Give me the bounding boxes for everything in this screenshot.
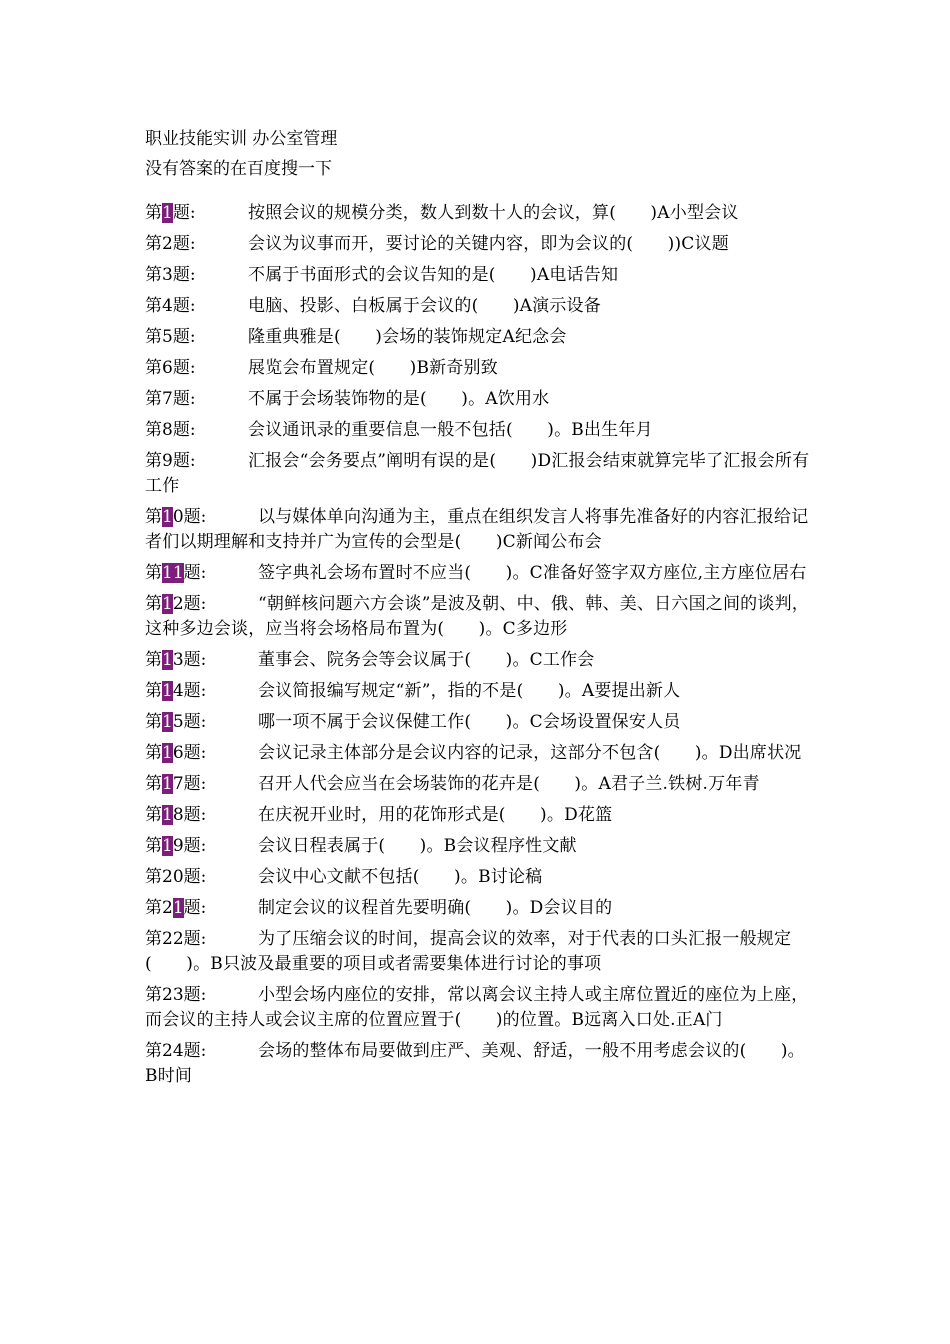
question-item	[145, 232, 810, 257]
question-number-suffix: 题:	[183, 563, 207, 583]
question-text: “朝鲜核问题六方会谈”是波及朝、中、俄、韩、美、日六国之间的谈判，这种多边会谈，应当将会场格局布置为( )。C多边形	[145, 594, 809, 639]
search-highlight: 1	[162, 203, 173, 223]
question-text: 签字典礼会场布置时不应当( )。C准备好签字双方座位,主方座位居右	[258, 563, 807, 583]
question-number-prefix: 第	[145, 563, 162, 583]
question-number	[145, 449, 248, 474]
question-text: 会议日程表属于( )。B会议程序性文献	[258, 836, 577, 856]
question-text: 会议中心文献不包括( )。B讨论稿	[258, 867, 543, 887]
question-item	[145, 325, 810, 350]
question-number	[145, 356, 248, 381]
question-number	[145, 834, 258, 859]
question-number-prefix: 第	[145, 681, 162, 701]
question-item	[145, 710, 810, 735]
question-number-suffix: 5题:	[172, 712, 207, 732]
question-number-prefix: 第	[145, 507, 162, 527]
question-number-suffix: 7题:	[172, 774, 207, 794]
question-number-prefix: 第	[145, 296, 162, 316]
question-number-suffix: 题:	[183, 898, 207, 918]
question-text: 汇报会“会务要点”阐明有误的是( )D汇报会结束就算完毕了汇报会所有工作	[145, 451, 810, 496]
question-number	[145, 232, 248, 257]
document-title: 职业技能实训 办公室管理	[145, 129, 338, 149]
question-text: 董事会、院务会等会议属于( )。C工作会	[258, 650, 595, 670]
question-number-prefix: 第	[145, 420, 162, 440]
question-number	[145, 896, 258, 921]
search-highlight: 11	[162, 563, 184, 583]
question-number-suffix: 22题:	[162, 929, 207, 949]
question-number-suffix: 2题:	[162, 234, 196, 254]
question-number-suffix: 8题:	[162, 420, 196, 440]
question-number-suffix: 6题:	[162, 358, 196, 378]
question-number-prefix: 第2	[145, 898, 173, 918]
question-number	[145, 927, 258, 952]
question-item	[145, 387, 810, 412]
question-number	[145, 741, 258, 766]
question-item	[145, 865, 810, 890]
question-item	[145, 927, 810, 977]
question-item	[145, 679, 810, 704]
question-number-suffix: 2题:	[172, 594, 207, 614]
search-highlight: 1	[162, 681, 173, 701]
question-text: 会议简报编写规定“新”，指的不是( )。A要提出新人	[258, 681, 681, 701]
question-number	[145, 772, 258, 797]
question-number	[145, 418, 248, 443]
question-item	[145, 983, 810, 1033]
question-text: 不属于会场装饰物的是( )。A饮用水	[248, 389, 550, 409]
question-item	[145, 741, 810, 766]
question-item	[145, 294, 810, 319]
question-number-prefix: 第	[145, 234, 162, 254]
question-number-prefix: 第	[145, 836, 162, 856]
question-number-suffix: 8题:	[172, 805, 207, 825]
question-text: 以与媒体单向沟通为主，重点在组织发言人将事先准备好的内容汇报给记者们以期理解和支持并广为宣传的会型是( )C新闻公布会	[145, 507, 809, 552]
question-number	[145, 201, 248, 226]
question-item	[145, 263, 810, 288]
question-number-suffix: 0题:	[172, 507, 207, 527]
question-number-suffix: 7题:	[162, 389, 196, 409]
question-item	[145, 834, 810, 859]
search-highlight: 1	[162, 712, 173, 732]
question-item	[145, 592, 810, 642]
question-number-prefix: 第	[145, 743, 162, 763]
question-number-suffix: 23题:	[162, 985, 207, 1005]
question-number	[145, 505, 258, 530]
question-number	[145, 294, 248, 319]
search-highlight: 1	[162, 594, 173, 614]
question-number-prefix: 第	[145, 929, 162, 949]
question-number-prefix: 第	[145, 327, 162, 347]
question-text: 会议为议事而开，要讨论的关键内容，即为会议的( ))C议题	[248, 234, 729, 254]
question-text: 电脑、投影、白板属于会议的( )A演示设备	[248, 296, 601, 316]
question-item	[145, 449, 810, 499]
question-text: 隆重典雅是( )会场的装饰规定A纪念会	[248, 327, 567, 347]
question-text: 制定会议的议程首先要明确( )。D会议目的	[258, 898, 613, 918]
question-text: 会议通讯录的重要信息一般不包括( )。B出生年月	[248, 420, 653, 440]
question-number-suffix: 20题:	[162, 867, 207, 887]
question-number-suffix: 4题:	[162, 296, 196, 316]
question-number-suffix: 4题:	[172, 681, 207, 701]
question-number-suffix: 9题:	[162, 451, 196, 471]
question-item	[145, 561, 810, 586]
question-number-prefix: 第	[145, 265, 162, 285]
question-number-suffix: 3题:	[162, 265, 196, 285]
question-number	[145, 1039, 258, 1064]
question-item	[145, 896, 810, 921]
question-item	[145, 201, 810, 226]
question-number-prefix: 第	[145, 867, 162, 887]
question-item	[145, 505, 810, 555]
spacer	[145, 184, 810, 201]
question-number-prefix: 第	[145, 451, 162, 471]
question-number	[145, 803, 258, 828]
question-number	[145, 263, 248, 288]
question-text: 展览会布置规定( )B新奇别致	[248, 358, 498, 378]
search-highlight: 1	[162, 805, 173, 825]
question-text: 在庆祝开业时，用的花饰形式是( )。D花篮	[258, 805, 613, 825]
question-number	[145, 648, 258, 673]
question-text: 召开人代会应当在会场装饰的花卉是( )。A君子兰.铁树.万年青	[258, 774, 760, 794]
question-number-prefix: 第	[145, 985, 162, 1005]
document-subtitle: 没有答案的在百度搜一下	[145, 159, 332, 179]
question-number	[145, 592, 258, 617]
question-item	[145, 356, 810, 381]
question-number-suffix: 24题:	[162, 1041, 207, 1061]
question-number-prefix: 第	[145, 774, 162, 794]
question-number-suffix: 5题:	[162, 327, 196, 347]
question-number	[145, 865, 258, 890]
question-number	[145, 679, 258, 704]
search-highlight: 1	[162, 774, 173, 794]
question-number-prefix: 第	[145, 594, 162, 614]
question-text: 按照会议的规模分类，数人到数十人的会议，算( )A小型会议	[248, 203, 739, 223]
question-item	[145, 1039, 810, 1089]
question-number	[145, 325, 248, 350]
search-highlight: 1	[162, 743, 173, 763]
question-item	[145, 648, 810, 673]
question-number	[145, 387, 248, 412]
search-highlight: 1	[162, 836, 173, 856]
question-number-prefix: 第	[145, 805, 162, 825]
question-item	[145, 772, 810, 797]
question-number-suffix: 题:	[172, 203, 196, 223]
question-text: 不属于书面形式的会议告知的是( )A电话告知	[248, 265, 619, 285]
search-highlight: 1	[172, 898, 184, 918]
question-text: 哪一项不属于会议保健工作( )。C会场设置保安人员	[258, 712, 681, 732]
question-list	[145, 201, 810, 1089]
question-number-prefix: 第	[145, 358, 162, 378]
question-number-prefix: 第	[145, 650, 162, 670]
question-number-prefix: 第	[145, 712, 162, 732]
search-highlight: 1	[162, 650, 173, 670]
question-number	[145, 710, 258, 735]
document-page	[145, 124, 810, 1095]
question-number	[145, 561, 258, 586]
question-number-suffix: 6题:	[172, 743, 207, 763]
question-number-suffix: 3题:	[172, 650, 207, 670]
question-number	[145, 983, 258, 1008]
question-text: 小型会场内座位的安排，常以离会议主持人或主席位置近的座位为上座，而会议的主持人或会议主席的位置应置于( )的位置。B远离入口处.正A门	[145, 985, 809, 1030]
question-number-prefix: 第	[145, 203, 162, 223]
question-text: 会议记录主体部分是会议内容的记录，这部分不包含( )。D出席状况	[258, 743, 802, 763]
question-number-prefix: 第	[145, 389, 162, 409]
question-item	[145, 803, 810, 828]
question-text: 会场的整体布局要做到庄严、美观、舒适，一般不用考虑会议的( )。B时间	[145, 1041, 805, 1086]
question-number-suffix: 9题:	[172, 836, 207, 856]
search-highlight: 1	[162, 507, 173, 527]
question-item	[145, 418, 810, 443]
question-text: 为了压缩会议的时间，提高会议的效率，对于代表的口头汇报一般规定( )。B只波及最重要的项目或者需要集体进行讨论的事项	[145, 929, 792, 974]
question-number-prefix: 第	[145, 1041, 162, 1061]
